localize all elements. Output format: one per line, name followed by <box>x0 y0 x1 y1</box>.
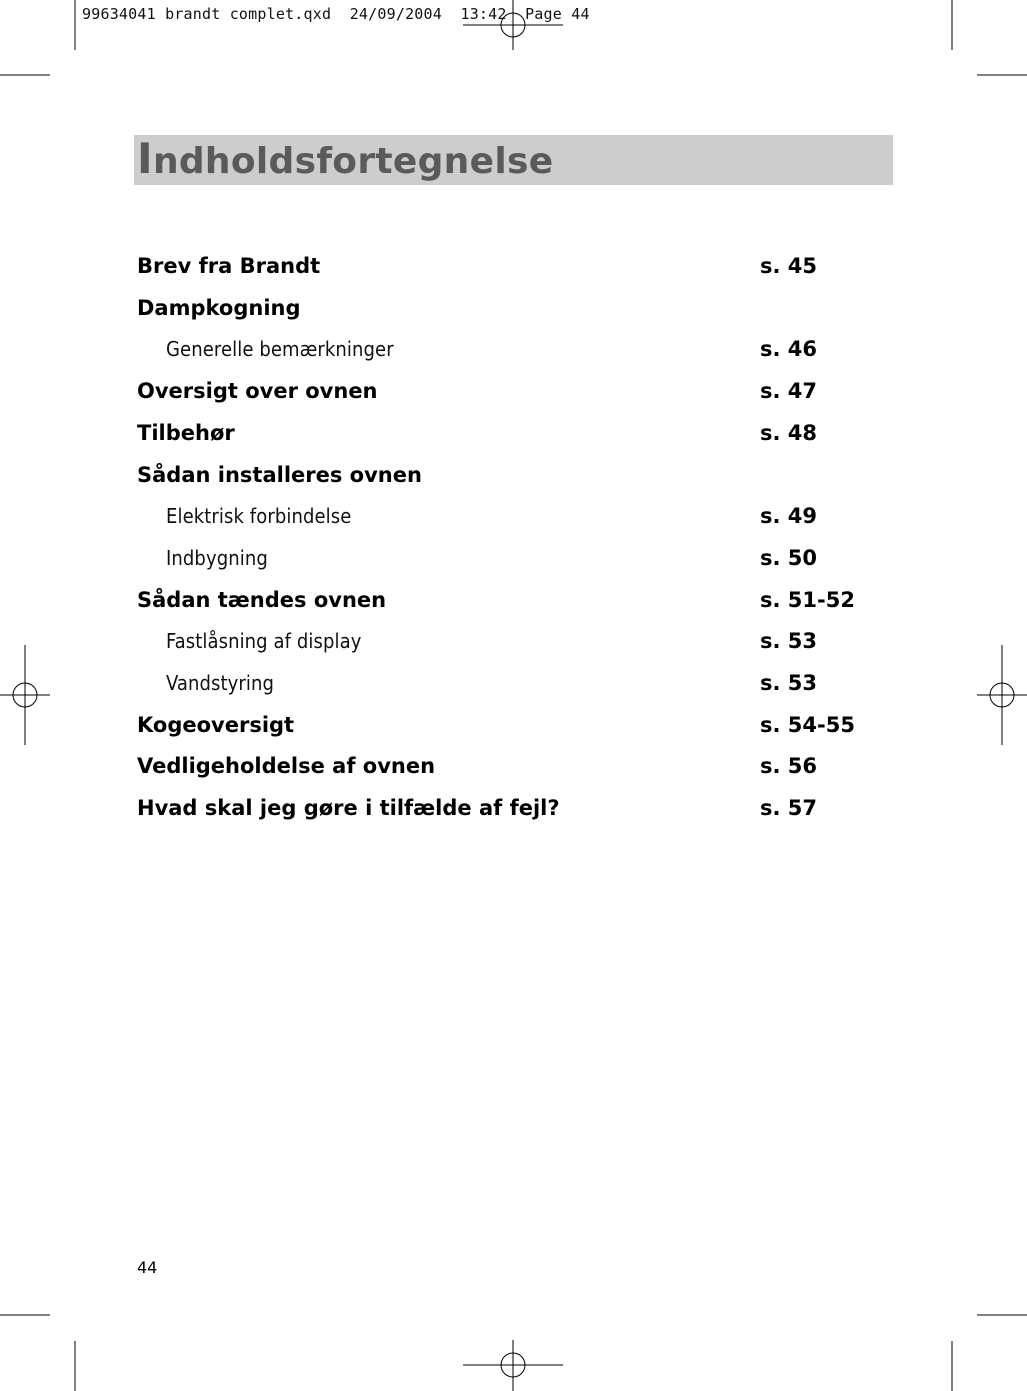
toc-entry <box>0 671 1027 701</box>
page-number: 44 <box>137 1258 158 1277</box>
registration-mark-bottom <box>463 1340 563 1391</box>
toc-entry <box>0 754 1027 784</box>
toc-subentry-label: Elektrisk forbindelse <box>166 504 352 528</box>
toc-entry <box>0 713 1027 743</box>
toc-entry <box>0 421 1027 451</box>
toc-subentry-label: Vandstyring <box>166 671 275 695</box>
page-title-rest: ndholdsfortegnelse <box>152 141 554 182</box>
registration-mark-top <box>463 0 563 50</box>
toc-subentry-label: Fastlåsning af display <box>166 629 362 653</box>
toc-entry-label: Dampkogning <box>137 296 301 320</box>
toc-entry-label: Vedligeholdelse af ovnen <box>137 754 436 778</box>
slug-line: 99634041 brandt complet.qxd 24/09/2004 13:42 Page 44 <box>82 5 590 23</box>
toc-page-ref: s. 53 <box>760 629 818 653</box>
page-title <box>137 135 553 185</box>
toc-page-ref: s. 56 <box>760 754 818 778</box>
toc-entry <box>0 796 1027 826</box>
toc-entry <box>0 463 1027 493</box>
toc-page-ref: s. 50 <box>760 546 818 570</box>
toc-page-ref: s. 46 <box>760 337 818 361</box>
toc-entry <box>0 504 1027 534</box>
toc-entry <box>0 546 1027 576</box>
toc-entry-label: Sådan installeres ovnen <box>137 463 422 487</box>
toc-entry <box>0 629 1027 659</box>
toc-entry-label: Oversigt over ovnen <box>137 379 378 403</box>
toc-page-ref: s. 57 <box>760 796 818 820</box>
toc-entry-label: Sådan tændes ovnen <box>137 588 387 612</box>
toc-subentry-label: Indbygning <box>166 546 268 570</box>
toc-page-ref: s. 53 <box>760 671 818 695</box>
page-title-initial: I <box>137 134 153 183</box>
toc-entry <box>0 337 1027 367</box>
toc-entry-label: Kogeoversigt <box>137 713 295 737</box>
toc-page-ref: s. 47 <box>760 379 818 403</box>
toc-page-ref: s. 54-55 <box>760 713 855 737</box>
toc-entry <box>0 254 1027 284</box>
toc-page-ref: s. 49 <box>760 504 818 528</box>
toc-entry-label: Brev fra Brandt <box>137 254 321 278</box>
toc-page-ref: s. 51-52 <box>760 588 855 612</box>
toc-page-ref: s. 45 <box>760 254 818 278</box>
toc-subentry-label: Generelle bemærkninger <box>166 337 394 361</box>
toc-entry <box>0 379 1027 409</box>
toc-entry-label: Hvad skal jeg gøre i tilfælde af fejl? <box>137 796 560 820</box>
toc-page-ref: s. 48 <box>760 421 818 445</box>
toc-entry <box>0 296 1027 326</box>
toc-entry <box>0 588 1027 618</box>
toc-entry-label: Tilbehør <box>137 421 235 445</box>
